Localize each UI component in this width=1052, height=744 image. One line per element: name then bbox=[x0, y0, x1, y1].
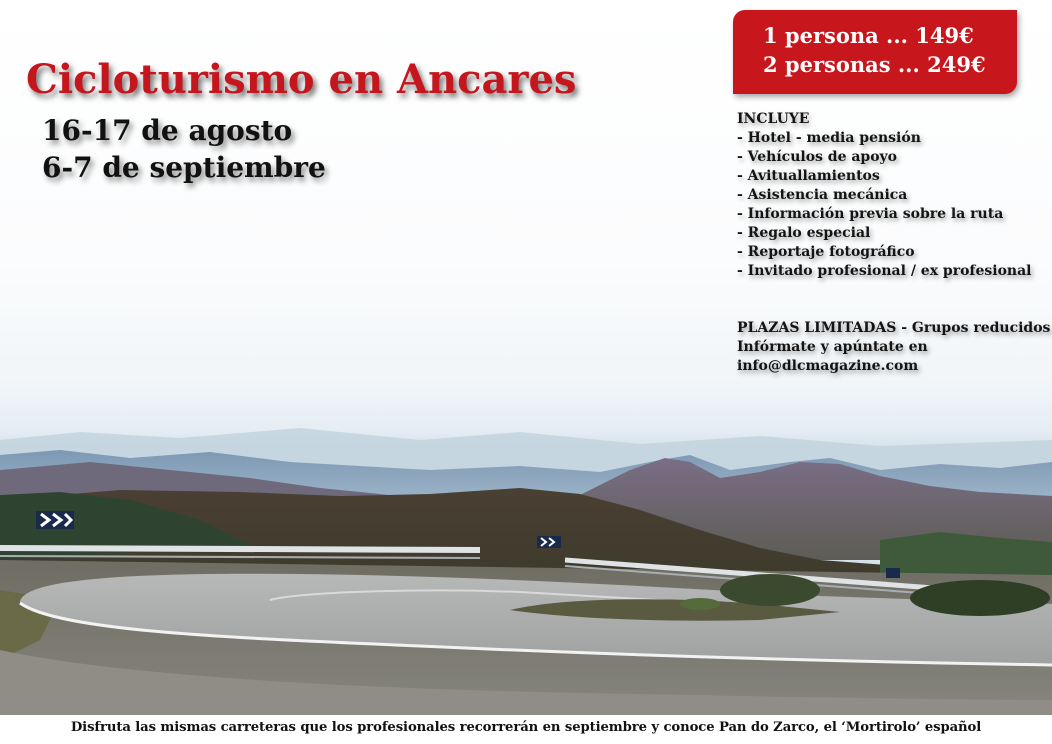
date-line: 6-7 de septiembre bbox=[42, 151, 326, 184]
date-line: 16-17 de agosto bbox=[42, 114, 293, 147]
list-item: - Información previa sobre la ruta bbox=[737, 206, 1004, 222]
includes-list bbox=[737, 110, 1049, 281]
list-item: - Vehículos de apoyo bbox=[737, 149, 898, 165]
contact-email[interactable]: info@dlcmagazine.com bbox=[737, 358, 919, 374]
event-dates bbox=[42, 112, 326, 186]
list-item: - Reportaje fotográfico bbox=[737, 244, 915, 260]
footer-bar bbox=[0, 715, 1052, 744]
plazas-info bbox=[737, 319, 1049, 376]
footer-text: Disfruta las mismas carreteras que los profesionales recorrerán en septiembre y conoce Pan do Zarco, el ‘Mortirolo’ español bbox=[70, 720, 982, 735]
list-item: - Invitado profesional / ex profesional bbox=[737, 263, 1032, 279]
price-box bbox=[733, 10, 1017, 94]
list-item: - Asistencia mecánica bbox=[737, 187, 908, 203]
list-item: - Avituallamientos bbox=[737, 168, 880, 184]
poster-title: Cicloturismo en Ancares bbox=[26, 56, 577, 103]
price-double: 2 personas ... 249€ bbox=[763, 52, 986, 77]
price-single: 1 persona ... 149€ bbox=[763, 23, 974, 48]
list-item: - Hotel - media pensión bbox=[737, 130, 921, 146]
list-item: - Regalo especial bbox=[737, 225, 871, 241]
contact-prompt: Infórmate y apúntate en bbox=[737, 339, 928, 355]
plazas-limitadas: PLAZAS LIMITADAS - Grupos reducidos bbox=[737, 320, 1051, 336]
includes-heading: INCLUYE bbox=[737, 111, 810, 127]
